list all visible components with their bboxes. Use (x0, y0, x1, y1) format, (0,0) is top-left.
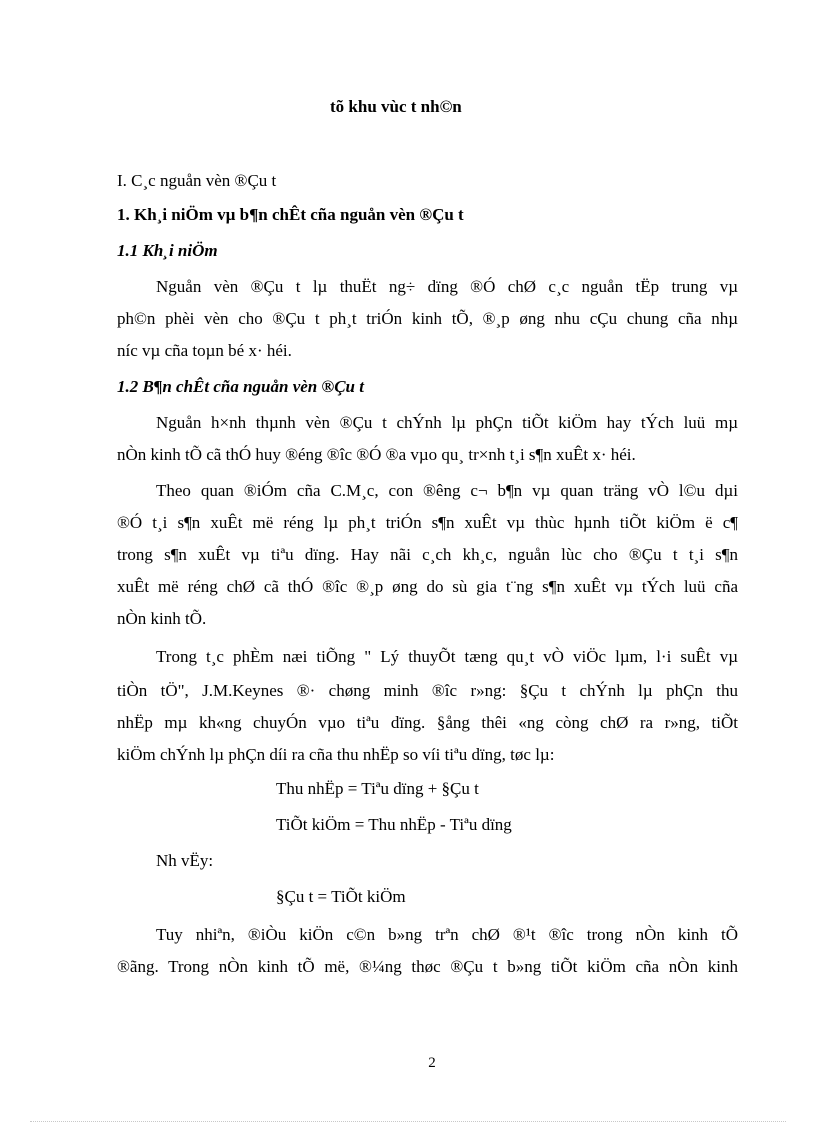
paragraph-line: Tuy nhiªn, ®iÒu kiÖn c©n b»ng trªn chØ ®¹t ®îc trong nÒn kinh tÕ (156, 925, 738, 944)
paragraph-line: nÒn kinh tÕ cã thÓ huy ®éng ®îc ®Ó ®a vµo qu¸ tr×nh t¸i s¶n xuÊt x· héi. (117, 445, 636, 464)
formula: TiÕt kiÖm = Thu nhËp - Tiªu dïng (276, 815, 512, 834)
page-number: 2 (428, 1055, 436, 1071)
paragraph-line: trong s¶n xuÊt vµ tiªu dïng. Hay nãi c¸ch kh¸c, nguån lùc cho ®Çu t t¸i s¶n (117, 545, 738, 564)
paragraph-line: tiÒn tÖ", J.M.Keynes ®· chøng minh ®îc r»ng: §Çu t chÝnh lµ phÇn thu (117, 681, 738, 700)
page-bottom-divider (30, 1121, 786, 1122)
paragraph-line: nÒn kinh tÕ. (117, 609, 207, 628)
paragraph-line: Nh vËy: (156, 851, 214, 870)
paragraph-line: Theo quan ®iÓm cña C.M¸c, con ®êng c¬ b¶n vµ quan träng vÒ l©u dµi (156, 481, 738, 500)
paragraph-line: xuÊt më réng chØ cã thÓ ®îc ®¸p øng do sù gia t¨ng s¶n xuÊt vµ tÝch luü cña (117, 577, 738, 596)
heading-1-2: 1.2 B¶n chÊt cña nguån vèn ®Çu t (117, 377, 364, 396)
page-title: tõ khu vùc t nh©n (330, 97, 462, 116)
paragraph-line: níc vµ cña toµn bé x· héi. (117, 341, 292, 360)
paragraph-line: Trong t¸c phÈm næi tiÕng " Lý thuyÕt tæng qu¸t vÒ viÖc lµm, l·i suÊt vµ (156, 647, 738, 666)
paragraph-line: ®ãng. Trong nÒn kinh tÕ më, ®¼ng thøc ®Çu t b»ng tiÕt kiÖm cña nÒn kinh (117, 957, 738, 976)
paragraph-line: Nguån h×nh thµnh vèn ®Çu t chÝnh lµ phÇn tiÕt kiÖm hay tÝch luü mµ (156, 413, 738, 432)
heading-1: 1. Kh¸i niÖm vµ b¶n chÊt cña nguån vèn ®Çu t (117, 205, 464, 224)
heading-1-1: 1.1 Kh¸i niÖm (117, 241, 218, 260)
paragraph-line: ph©n phèi vèn cho ®Çu t ph¸t triÓn kinh tÕ, ®¸p øng nhu cÇu chung cña nhµ (117, 309, 738, 328)
formula: §Çu t = TiÕt kiÖm (276, 887, 406, 906)
paragraph-line: kiÖm chÝnh lµ phÇn díi ra cña thu nhËp so víi tiªu dïng, tøc lµ: (117, 745, 555, 764)
section-heading: I. C¸c nguån vèn ®Çu t (117, 171, 277, 190)
formula: Thu nhËp = Tiªu dïng + §Çu t (276, 779, 479, 798)
paragraph-line: ®Ó t¸i s¶n xuÊt më réng lµ ph¸t triÓn s¶n xuÊt vµ thùc hµnh tiÕt kiÖm ë c¶ (117, 513, 738, 532)
paragraph-line: nhËp mµ kh«ng chuyÓn vµo tiªu dïng. §ång thêi «ng còng chØ ra r»ng, tiÕt (117, 713, 738, 732)
paragraph-line: Nguån vèn ®Çu t lµ thuËt ng÷ dïng ®Ó chØ c¸c nguån tËp trung vµ (156, 277, 738, 296)
